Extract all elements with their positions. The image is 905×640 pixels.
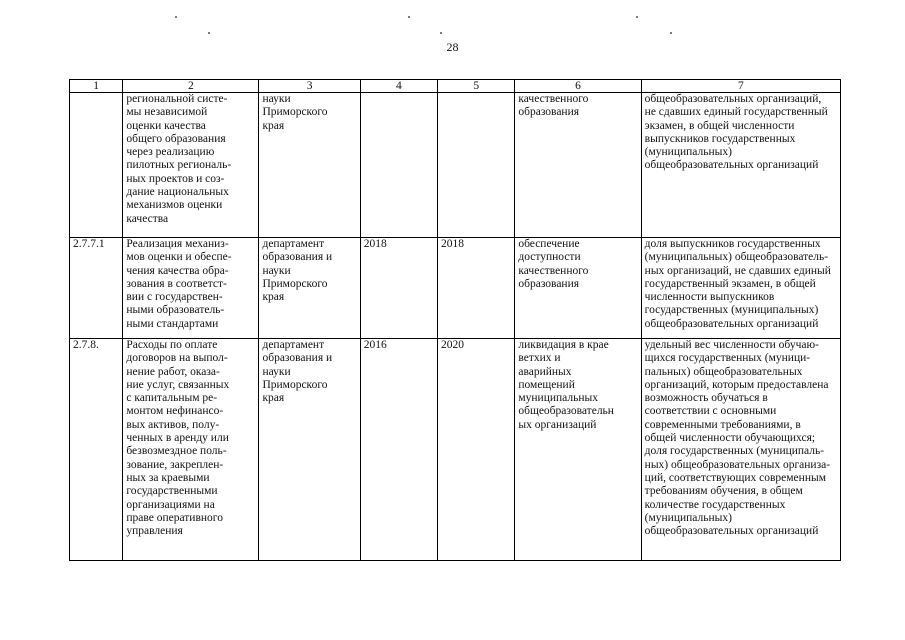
column-header: 4	[360, 80, 437, 93]
expected-result-cell: ликвидация в крае ветхих и аварийных помещений муниципальных общеобразовательн ых организаций	[515, 339, 641, 561]
column-header: 7	[641, 80, 840, 93]
activity-number-cell	[70, 93, 123, 238]
activity-number-cell: 2.7.8.	[70, 339, 123, 561]
expected-result-cell: качественного образования	[515, 93, 641, 238]
indicator-cell: удельный вес численности обучаю- щихся государственных (муници- пальных) общеобразовательных организаций, которым предоставлена возможность обучаться в соответствии с основными современными требованиями, в общей численности обучающихся; доля государственных (муниципаль- ных) общеобразовательных организа- ций, соответствующих современным требованиям обучения, в общем количестве государственных (муниципальных) общеобразовательных организаций	[641, 339, 840, 561]
end-year-cell: 2018	[438, 238, 515, 339]
executor-cell: департамент образования и науки Приморского края	[259, 339, 360, 561]
column-number-row	[70, 80, 841, 93]
page-number: 28	[446, 40, 459, 54]
expected-result-cell: обеспечение доступности качественного образования	[515, 238, 641, 339]
column-header: 6	[515, 80, 641, 93]
column-header: 5	[438, 80, 515, 93]
indicator-cell: общеобразовательных организаций, не сдавших единый государственный экзамен, в общей численности выпускников государственных (муниципальных) общеобразовательных организаций	[641, 93, 840, 238]
indicator-cell: доля выпускников государственных (муниципальных) общеобразователь- ных организаций, не сдавших единый государственный экзамен, в общей численности выпускников государственных (муниципальных) общеобразовательных организаций	[641, 238, 840, 339]
column-header: 1	[70, 80, 123, 93]
executor-cell: департамент образования и науки Приморского края	[259, 238, 360, 339]
program-activities-table	[69, 79, 841, 561]
activity-name-cell: Реализация механиз- мов оценки и обеспе- чения качества обра- зования в соответст- вии с государствен- ными образователь- ными стандартами	[123, 238, 259, 339]
activity-name-cell: Расходы по оплате договоров на выпол- нение работ, оказа- ние услуг, связанных с капитальным ре- монтом нефинансо- вых активов, полу- ченных в аренду или безвозмездное поль- зование, закреплен- ных за краевыми государственными организациями на праве оперативного управления	[123, 339, 259, 561]
start-year-cell	[360, 93, 437, 238]
scan-specks	[0, 0, 905, 40]
end-year-cell	[438, 93, 515, 238]
table-row	[70, 93, 841, 238]
start-year-cell: 2018	[360, 238, 437, 339]
end-year-cell: 2020	[438, 339, 515, 561]
start-year-cell: 2016	[360, 339, 437, 561]
column-header: 3	[259, 80, 360, 93]
column-header: 2	[123, 80, 259, 93]
table-row	[70, 339, 841, 561]
executor-cell: науки Приморского края	[259, 93, 360, 238]
table-row	[70, 238, 841, 339]
activity-number-cell: 2.7.7.1	[70, 238, 123, 339]
activity-name-cell: региональной систе- мы независимой оценки качества общего образования через реализацию пилотных региональ- ных проектов и соз- дание национальных механизмов оценки качества	[123, 93, 259, 238]
